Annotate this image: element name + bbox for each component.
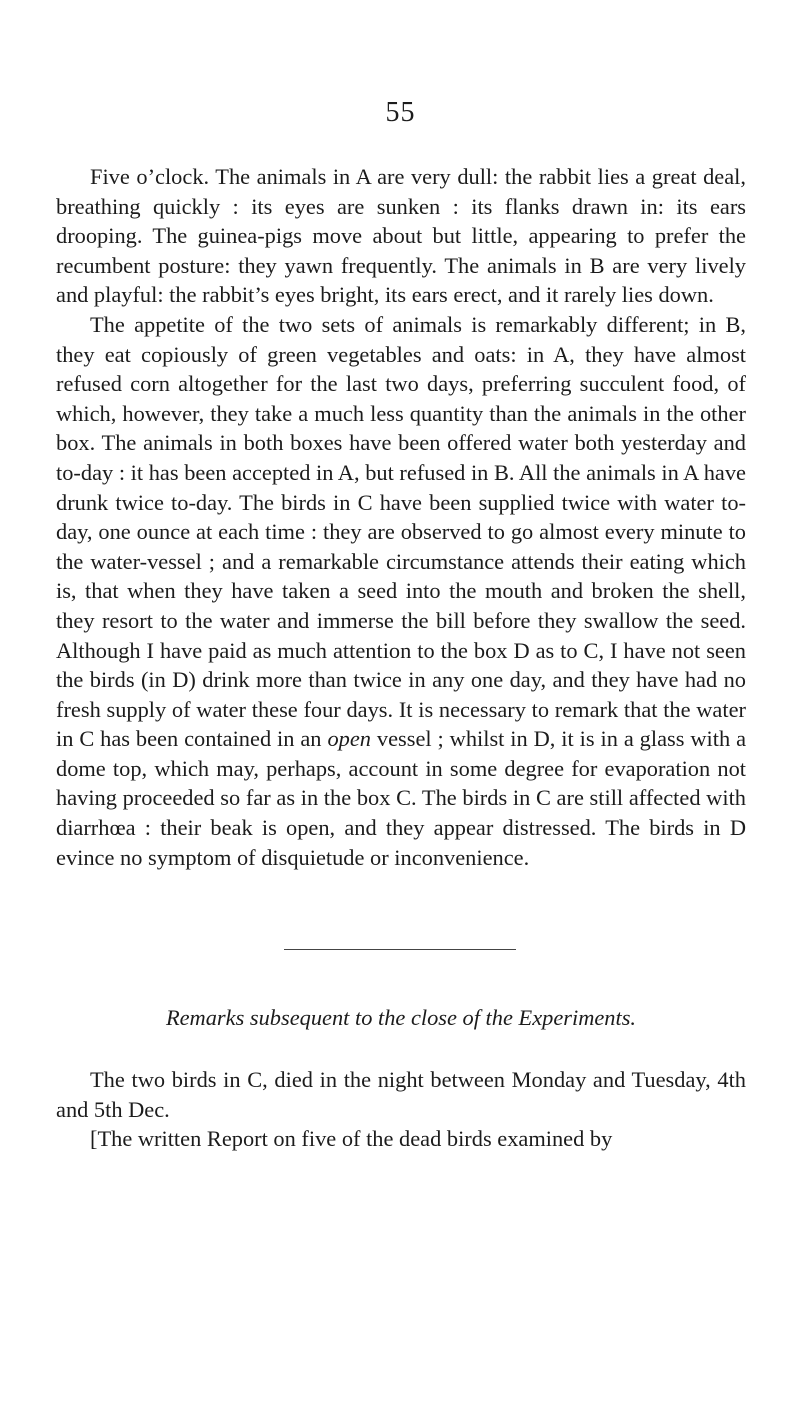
remarks-text bbox=[56, 1065, 746, 1154]
paragraph bbox=[56, 310, 746, 872]
paragraph: The two birds in C, died in the night between Monday and Tuesday, 4th and 5th Dec. bbox=[56, 1067, 746, 1122]
main-text bbox=[56, 162, 746, 872]
paragraph-text: vessel ; whilst in D, it is in a glass with a dome top, which may, perhaps, account in some degree for evaporation not having proceeded so far as in the box C. The birds in C are still affected with diarrhœa : their beak is open, and they appear distressed. The birds in D evince no symptom of disquietude or inconvenience. bbox=[56, 726, 747, 870]
section-heading: Remarks subsequent to the close of the Experiments. bbox=[165, 1005, 637, 1030]
emphasized-word: open bbox=[327, 726, 371, 752]
page-number: 55 bbox=[385, 97, 416, 128]
paragraph-text: The appetite of the two sets of animals is remarkably different; in B, they eat copiously of green vegetables and oats: in A, they have almost refused corn altogether for the last two days, preferring succulent food, of which, however, they take a much less quantity than the animals in the other box. The animals in both boxes have been offered water both yesterday and to-day : it has been accepted in A, but refused in B. All the animals in A have drunk twice to-day. The birds in C have been supplied twice with water to-day, one ounce at each time : they are observed to go almost every minute to the water-vessel ; and a remarkable circumstance attends their eating which is, that when they have taken a seed into the mouth and broken the shell, they resort to the water and immerse the bill before they swallow the seed. Although I have paid as much attention to the box D as to C, I have not seen the birds (in D) drink more than twice in any one day, and they have had no fresh supply of water these four days. It is necessary to remark that the water in C has been contained in an bbox=[56, 311, 746, 752]
section-divider bbox=[284, 949, 516, 950]
paragraph: [The written Report on five of the dead birds examined by bbox=[90, 1126, 613, 1152]
paragraph: Five o’clock. The animals in A are very dull: the rabbit lies a great deal, breathing quickly : its eyes are sunken : its flanks drawn in: its ears drooping. The guinea-pigs move about but little, appearing to prefer the recumbent posture: they yawn frequently. The animals in B are very lively and playful: the rabbit’s eyes bright, its ears erect, and it rarely lies down. bbox=[56, 164, 746, 308]
